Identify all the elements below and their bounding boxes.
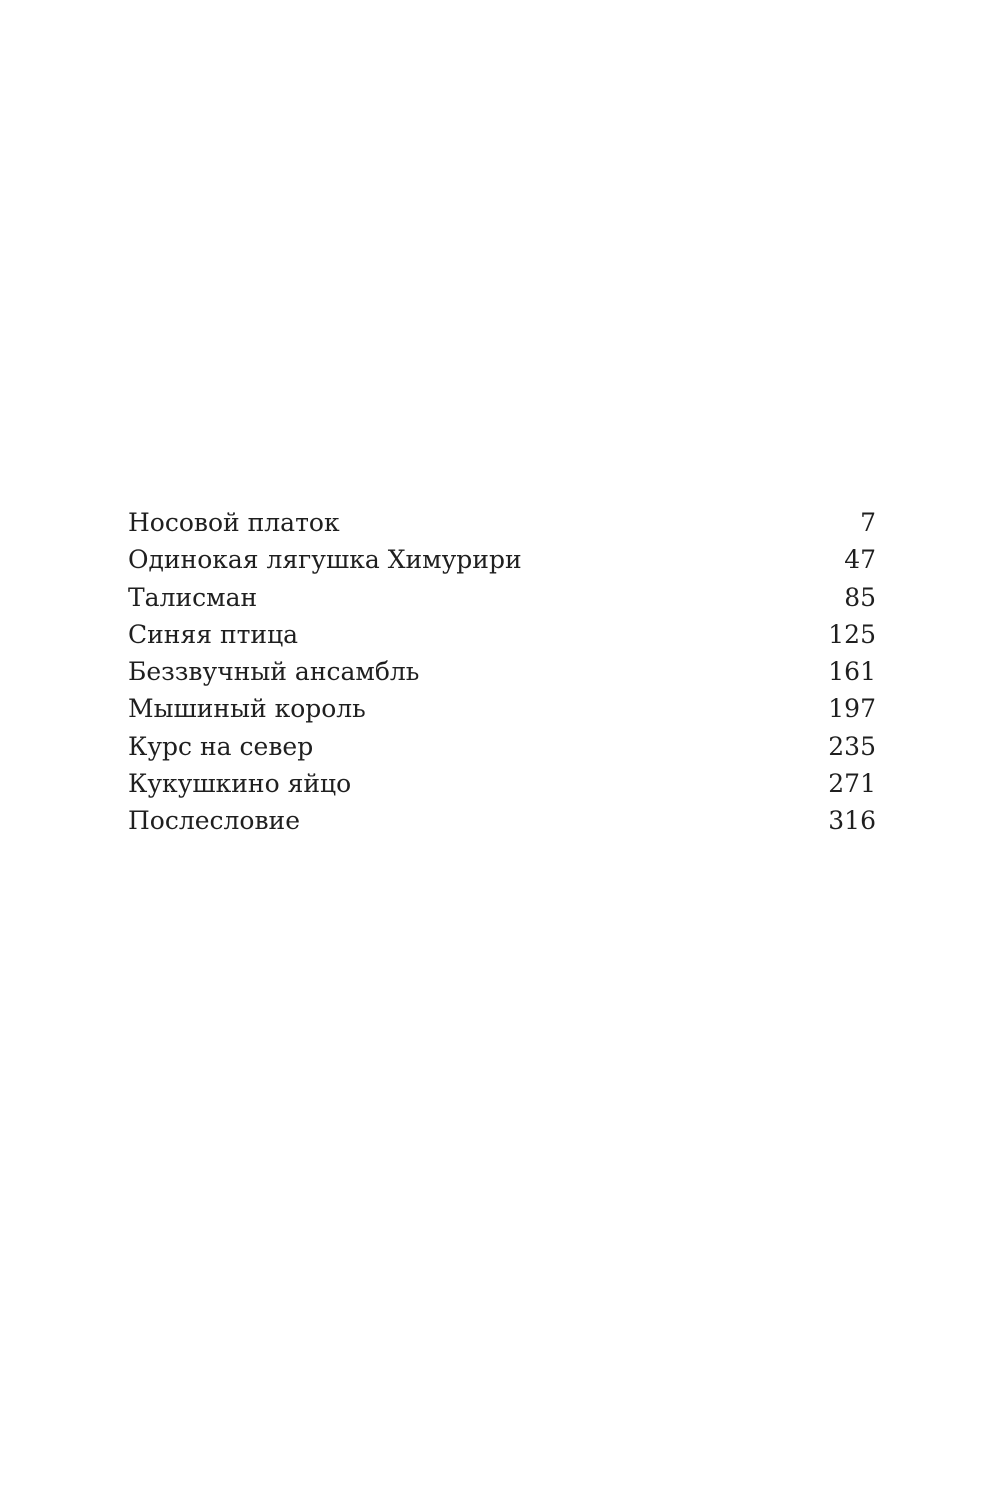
- toc-entry: [128, 616, 876, 653]
- toc-entry-page-number: 85: [844, 582, 876, 612]
- toc-entry-page-number: 235: [828, 731, 876, 761]
- toc-entry-title: Синяя птица: [128, 619, 299, 649]
- toc-entry-page-number: 197: [828, 694, 876, 724]
- toc-entry-page-number: 47: [844, 545, 876, 575]
- toc-entry: [128, 802, 876, 839]
- toc-entry-page-number: 271: [828, 769, 876, 799]
- toc-entry: [128, 579, 876, 616]
- toc-entry-page-number: 161: [828, 657, 876, 687]
- toc-entry-title: Беззвучный ансамбль: [128, 657, 420, 687]
- toc-entry-title: Кукушкино яйцо: [128, 769, 352, 799]
- toc-entry-title: Одинокая лягушка Химурири: [128, 545, 522, 575]
- toc-entry: [128, 690, 876, 727]
- table-of-contents: [128, 504, 876, 840]
- toc-entry-title: Мышиный король: [128, 694, 366, 724]
- toc-entry-page-number: 125: [828, 619, 876, 649]
- toc-entry-title: Талисман: [128, 582, 258, 612]
- toc-entry-page-number: 316: [828, 806, 876, 836]
- toc-entry-title: Носовой платок: [128, 508, 340, 537]
- toc-entry: [128, 504, 876, 541]
- toc-entry: [128, 765, 876, 802]
- toc-entry-page-number: 7: [860, 508, 876, 537]
- toc-entry: [128, 728, 876, 765]
- toc-entry-title: Послесловие: [128, 806, 300, 836]
- toc-entry-title: Курс на север: [128, 731, 314, 761]
- toc-entry: [128, 541, 876, 578]
- toc-entry: [128, 653, 876, 690]
